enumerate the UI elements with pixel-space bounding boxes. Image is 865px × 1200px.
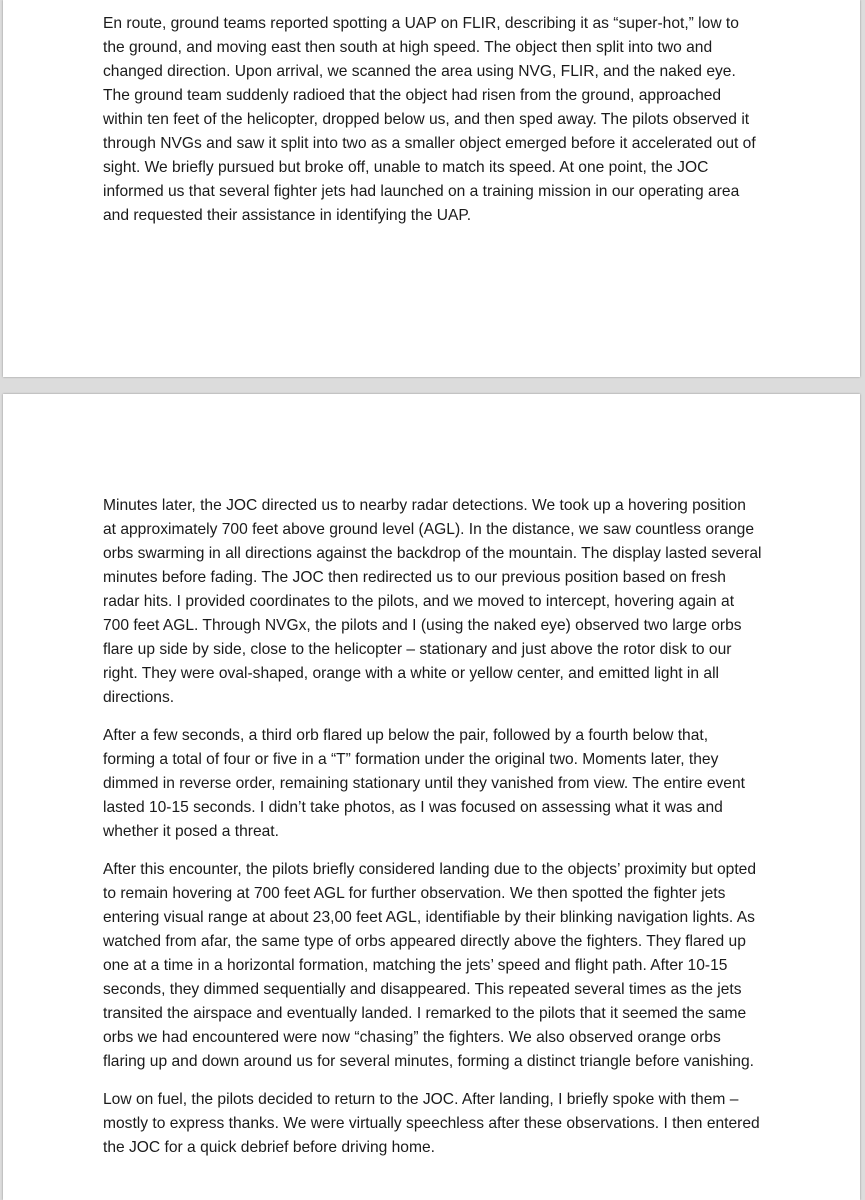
paragraph: Minutes later, the JOC directed us to nearby radar detections. We took up a hovering position at approximately 700 feet above ground level (AGL). In the distance, we saw countless orange orbs swarming in all directions against the backdrop of the mountain. The display lasted several minutes before fading. The JOC then redirected us to our previous position based on fresh radar hits. I provided coordinates to the pilots, and we moved to intercept, hovering again at 700 feet AGL. Through NVGx, the pilots and I (using the naked eye) observed two large orbs flare up side by side, close to the helicopter – stationary and just above the rotor disk to our right. They were oval-shaped, orange with a white or yellow center, and emitted light in all directions. (103, 497, 762, 706)
document-page-2 (3, 394, 860, 1200)
paragraph: Low on fuel, the pilots decided to return to the JOC. After landing, I briefly spoke with them – mostly to express thanks. We were virtually speechless after these observations. I then entered the JOC for a quick debrief before driving home. (103, 1091, 760, 1156)
paragraph: En route, ground teams reported spotting a UAP on FLIR, describing it as “super-hot,” low to the ground, and moving east then south at high speed. The object then split into two and changed direction. Upon arrival, we scanned the area using NVG, FLIR, and the naked eye. The ground team suddenly radioed that the object had risen from the ground, approached within ten feet of the helicopter, dropped below us, and then sped away. The pilots observed it through NVGs and saw it split into two as a smaller object emerged before it accelerated out of sight. We briefly pursued but broke off, unable to match its speed. At one point, the JOC informed us that several fighter jets had launched on a training mission in our operating area and requested their assistance in identifying the UAP. (103, 15, 756, 224)
page-1-body (103, 12, 763, 242)
paragraph: After this encounter, the pilots briefly considered landing due to the objects’ proximity but opted to remain hovering at 700 feet AGL for further observation. We then spotted the fighter jets entering visual range at about 23,00 feet AGL, identifiable by their blinking navigation lights. As watched from afar, the same type of orbs appeared directly above the fighters. They flared up one at a time in a horizontal formation, matching the jets’ speed and flight path. After 10-15 seconds, they dimmed sequentially and disappeared. This repeated several times as the jets transited the airspace and eventually landed. I remarked to the pilots that it seemed the same orbs we had encountered were now “chasing” the fighters. We also observed orange orbs flaring up and down around us for several minutes, forming a distinct triangle before vanishing. (103, 861, 757, 1070)
page-2-body (103, 494, 763, 1174)
paragraph: After a few seconds, a third orb flared up below the pair, followed by a fourth below that, forming a total of four or five in a “T” formation under the original two. Moments later, they dimmed in reverse order, remaining stationary until they vanished from view. The entire event lasted 10-15 seconds. I didn’t take photos, as I was focused on assessing what it was and whether it posed a threat. (103, 727, 745, 840)
document-page-1 (3, 0, 860, 377)
